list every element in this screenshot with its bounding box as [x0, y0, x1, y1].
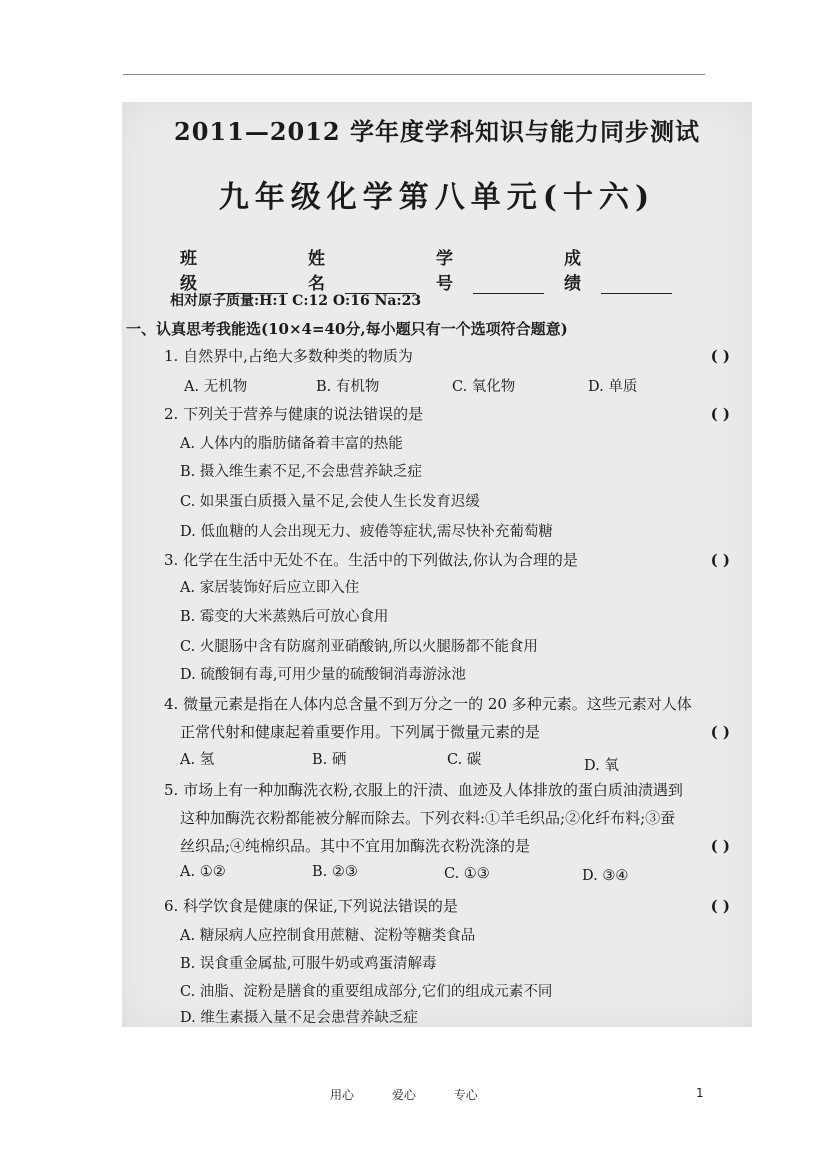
option-1a: A. 无机物: [184, 379, 248, 395]
option-1b: B. 有机物: [316, 379, 380, 395]
option-6a: A. 糖尿病人应控制食用蔗糖、淀粉等糖类食品: [180, 928, 476, 944]
question-4-stem-line2: 正常代射和健康起着重要作用。下列属于微量元素的是 ( ): [180, 723, 730, 741]
answer-paren[interactable]: ( ): [710, 837, 730, 855]
option-5c: C. ①③: [444, 866, 490, 882]
option-5a: A. ①②: [180, 864, 226, 880]
question-6-stem: 6. 科学饮食是健康的保证,下列说法错误的是 ( ): [164, 897, 730, 915]
answer-paren[interactable]: ( ): [710, 723, 730, 741]
option-2b: B. 摄入维生素不足,不会患营养缺乏症: [180, 464, 422, 480]
option-2d: D. 低血糖的人会出现无力、疲倦等症状,需尽快补充葡萄糖: [180, 524, 553, 540]
score-label: 成绩: [564, 249, 581, 294]
question-5-stem-line1: 5. 市场上有一种加酶洗衣粉,衣服上的汗渍、血迹及人体排放的蛋白质油渍遇到: [164, 781, 683, 799]
section-title: 一、认真思考我能选(10×4=40分,每小题只有一个选项符合题意): [126, 320, 568, 338]
option-4b: B. 硒: [312, 752, 347, 768]
score-field: [564, 244, 672, 294]
option-1d: D. 单质: [588, 379, 638, 395]
option-4c: C. 碳: [447, 752, 482, 768]
atomic-masses: 相对原子质量:H:1 C:12 O:16 Na:23: [170, 293, 422, 309]
score-blank[interactable]: [601, 275, 672, 294]
option-5d: D. ③④: [582, 868, 629, 884]
option-3b: B. 霉变的大米蒸熟后可放心食用: [180, 609, 389, 625]
question-5-stem-line2: 这种加酶洗衣粉都能被分解而除去。下列衣料:①羊毛织品;②化纤布料;③蚕: [180, 809, 676, 827]
name-label: 姓名: [308, 249, 325, 294]
question-3-stem: 3. 化学在生活中无处不在。生活中的下列做法,你认为合理的是 ( ): [164, 551, 730, 569]
page-number: 1: [696, 1086, 704, 1100]
option-2a: A. 人体内的脂肪储备着丰富的热能: [180, 436, 403, 452]
answer-paren[interactable]: ( ): [710, 405, 730, 423]
motto-1: 用心: [330, 1088, 355, 1102]
answer-paren[interactable]: ( ): [710, 347, 730, 365]
exam-title: 2011—2012 学年度学科知识与能力同步测试: [174, 117, 700, 146]
class-field: [180, 244, 288, 294]
option-2c: C. 如果蛋白质摄入量不足,会使人生长发育迟缓: [180, 494, 480, 510]
number-field: [436, 244, 544, 294]
motto-3: 专心: [453, 1088, 478, 1102]
option-4a: A. 氢: [180, 752, 215, 768]
exam-subtitle: 九年级化学第八单元(十六): [218, 180, 656, 215]
footer-motto: [330, 1086, 512, 1103]
number-blank[interactable]: [473, 275, 544, 294]
scanned-exam-page: [122, 102, 752, 1027]
student-info-row: [180, 244, 692, 294]
class-label: 班级: [180, 249, 197, 294]
option-3d: D. 硫酸铜有毒,可用少量的硫酸铜消毒游泳池: [180, 667, 466, 683]
page-footer: [0, 1086, 827, 1104]
option-6b: B. 误食重金属盐,可服牛奶或鸡蛋清解毒: [180, 956, 437, 972]
number-label: 学号: [436, 249, 453, 294]
header-rule: [123, 74, 705, 75]
question-4-stem-line1: 4. 微量元素是指在人体内总含量不到万分之一的 20 多种元素。这些元素对人体: [164, 695, 692, 713]
option-1c: C. 氧化物: [452, 379, 516, 395]
option-3a: A. 家居装饰好后应立即入住: [180, 580, 360, 596]
answer-paren[interactable]: ( ): [710, 551, 730, 569]
question-1-stem: 1. 自然界中,占绝大多数种类的物质为 ( ): [164, 347, 730, 365]
option-4d: D. 氧: [584, 758, 619, 774]
option-5b: B. ②③: [312, 864, 358, 880]
option-6c: C. 油脂、淀粉是膳食的重要组成部分,它们的组成元素不同: [180, 984, 553, 1000]
motto-2: 爱心: [391, 1088, 416, 1102]
option-3c: C. 火腿肠中含有防腐剂亚硝酸钠,所以火腿肠都不能食用: [180, 639, 538, 655]
question-5-stem-line3: 丝织品;④纯棉织品。其中不宜用加酶洗衣粉洗涤的是 ( ): [180, 837, 730, 855]
question-2-stem: 2. 下列关于营养与健康的说法错误的是 ( ): [164, 405, 730, 423]
option-6d: D. 维生素摄入量不足会患营养缺乏症: [180, 1010, 418, 1026]
name-field: [308, 244, 416, 294]
answer-paren[interactable]: ( ): [710, 897, 730, 915]
